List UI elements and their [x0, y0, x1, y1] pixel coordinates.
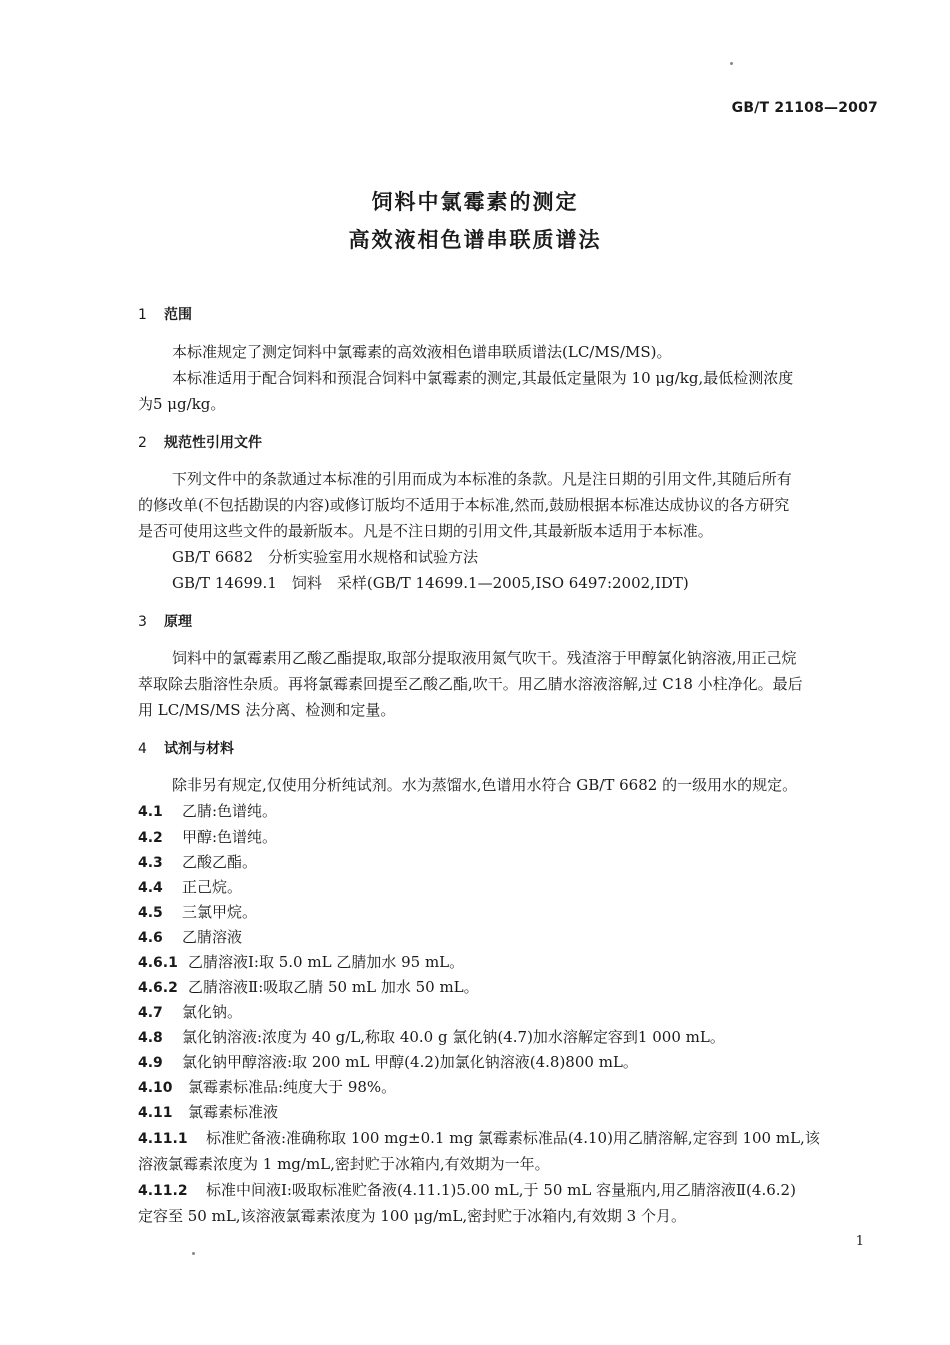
clause-text: 乙腈:色谱纯。 — [182, 802, 278, 820]
clause-text: 三氯甲烷。 — [182, 903, 258, 921]
scan-speck — [192, 1252, 195, 1255]
normative-reference: GB/T 14699.1 饲料 采样(GB/T 14699.1—2005,ISO 6497:2002,IDT) — [172, 574, 689, 592]
section-2-heading — [138, 432, 262, 452]
clause-text: 氯霉素标准液 — [188, 1103, 279, 1121]
clause-number: 4.5 — [138, 905, 163, 921]
paragraph-continuation: 为5 μg/kg。 — [138, 395, 226, 413]
section-title: 原理 — [164, 614, 192, 630]
section-4-heading — [138, 738, 234, 758]
section-number: 3 — [138, 614, 147, 630]
paragraph: 除非另有规定,仅使用分析纯试剂。水为蒸馏水,色谱用水符合 GB/T 6682 的一级用水的规定。 — [172, 776, 798, 794]
clause-item — [138, 1102, 278, 1123]
clause-text: 氯霉素标准品:纯度大于 98%。 — [188, 1078, 397, 1096]
clause-text: 标准中间液Ⅰ:吸取标准贮备液(4.11.1)5.00 mL,于 50 mL 容量瓶内,用乙腈溶液Ⅱ(4.6.2) — [206, 1181, 796, 1199]
clause-text: 正己烷。 — [182, 878, 243, 896]
clause-number: 4.3 — [138, 855, 163, 871]
clause-text: 乙腈溶液Ⅱ:吸取乙腈 50 mL 加水 50 mL。 — [188, 978, 479, 996]
clause-continuation: 定容至 50 mL,该溶液氯霉素浓度为 100 μg/mL,密封贮于冰箱内,有效期 3 个月。 — [138, 1207, 686, 1225]
document-subtitle: 高效液相色谱串联质谱法 — [348, 228, 602, 252]
normative-reference: GB/T 6682 分析实验室用水规格和试验方法 — [172, 548, 479, 566]
paragraph: 饲料中的氯霉素用乙酸乙酯提取,取部分提取液用氮气吹干。残渣溶于甲醇氯化钠溶液,用正己烷 — [172, 649, 797, 667]
clause-number: 4.10 — [138, 1080, 173, 1096]
section-title: 范围 — [164, 307, 192, 323]
clause-text: 氯化钠溶液:浓度为 40 g/L,称取 40.0 g 氯化钠(4.7)加水溶解定容到1 000 mL。 — [182, 1028, 725, 1046]
clause-number: 4.6.1 — [138, 955, 178, 971]
section-3-heading — [138, 611, 192, 631]
clause-item — [138, 1027, 725, 1048]
clause-text: 氯化钠甲醇溶液:取 200 mL 甲醇(4.2)加氯化钠溶液(4.8)800 mL。 — [182, 1053, 638, 1071]
clause-text: 乙腈溶液 — [182, 928, 243, 946]
clause-item — [138, 852, 257, 873]
clause-number: 4.8 — [138, 1030, 163, 1046]
paragraph-continuation: 是否可使用这些文件的最新版本。凡是不注日期的引用文件,其最新版本适用于本标准。 — [138, 522, 713, 540]
section-number: 4 — [138, 741, 147, 757]
paragraph: 本标准规定了测定饲料中氯霉素的高效液相色谱串联质谱法(LC/MS/MS)。 — [172, 343, 672, 361]
clause-item — [138, 927, 242, 948]
paragraph-continuation: 萃取除去脂溶性杂质。再将氯霉素回提至乙酸乙酯,吹干。用乙腈水溶液溶解,过 C18 小柱净化。最后 — [138, 675, 803, 693]
section-1-heading — [138, 304, 192, 324]
clause-number: 4.4 — [138, 880, 163, 896]
clause-item — [138, 1002, 242, 1023]
clause-item — [138, 977, 479, 998]
clause-item — [138, 952, 464, 973]
clause-item — [138, 877, 242, 898]
clause-number: 4.2 — [138, 830, 163, 846]
clause-number: 4.6 — [138, 930, 163, 946]
clause-number: 4.7 — [138, 1005, 163, 1021]
paragraph-continuation: 的修改单(不包括勘误的内容)或修订版均不适用于本标准,然而,鼓励根据本标准达成协议的各方研究 — [138, 496, 790, 514]
clause-item — [138, 801, 277, 822]
standard-number: GB/T 21108—2007 — [731, 100, 878, 116]
clause-text: 甲醇:色谱纯。 — [182, 828, 278, 846]
clause-item — [138, 1052, 638, 1073]
page-number: 1 — [855, 1234, 864, 1249]
scan-speck — [730, 62, 733, 65]
paragraph: 本标准适用于配合饲料和预混合饲料中氯霉素的测定,其最低定量限为 10 μg/kg,最低检测浓度 — [172, 369, 794, 387]
document-title: 饲料中氯霉素的测定 — [371, 190, 579, 214]
section-number: 2 — [138, 435, 147, 451]
clause-item — [138, 1128, 820, 1149]
clause-number: 4.6.2 — [138, 980, 178, 996]
clause-item — [138, 1180, 796, 1201]
clause-continuation: 溶液氯霉素浓度为 1 mg/mL,密封贮于冰箱内,有效期为一年。 — [138, 1155, 550, 1173]
clause-item — [138, 1077, 396, 1098]
clause-number: 4.11 — [138, 1105, 173, 1121]
paragraph-continuation: 用 LC/MS/MS 法分离、检测和定量。 — [138, 701, 396, 719]
clause-text: 标准贮备液:准确称取 100 mg±0.1 mg 氯霉素标准品(4.10)用乙腈溶解,定容到 100 mL,该 — [206, 1129, 820, 1147]
clause-number: 4.9 — [138, 1055, 163, 1071]
clause-number: 4.11.2 — [138, 1183, 188, 1199]
clause-text: 乙酸乙酯。 — [182, 853, 258, 871]
clause-text: 乙腈溶液Ⅰ:取 5.0 mL 乙腈加水 95 mL。 — [188, 953, 465, 971]
clause-number: 4.1 — [138, 804, 163, 820]
clause-item — [138, 827, 277, 848]
paragraph: 下列文件中的条款通过本标准的引用而成为本标准的条款。凡是注日期的引用文件,其随后所有 — [172, 470, 792, 488]
section-title: 规范性引用文件 — [164, 435, 262, 451]
clause-item — [138, 902, 257, 923]
clause-text: 氯化钠。 — [182, 1003, 243, 1021]
clause-number: 4.11.1 — [138, 1131, 188, 1147]
section-title: 试剂与材料 — [164, 741, 234, 757]
section-number: 1 — [138, 307, 147, 323]
